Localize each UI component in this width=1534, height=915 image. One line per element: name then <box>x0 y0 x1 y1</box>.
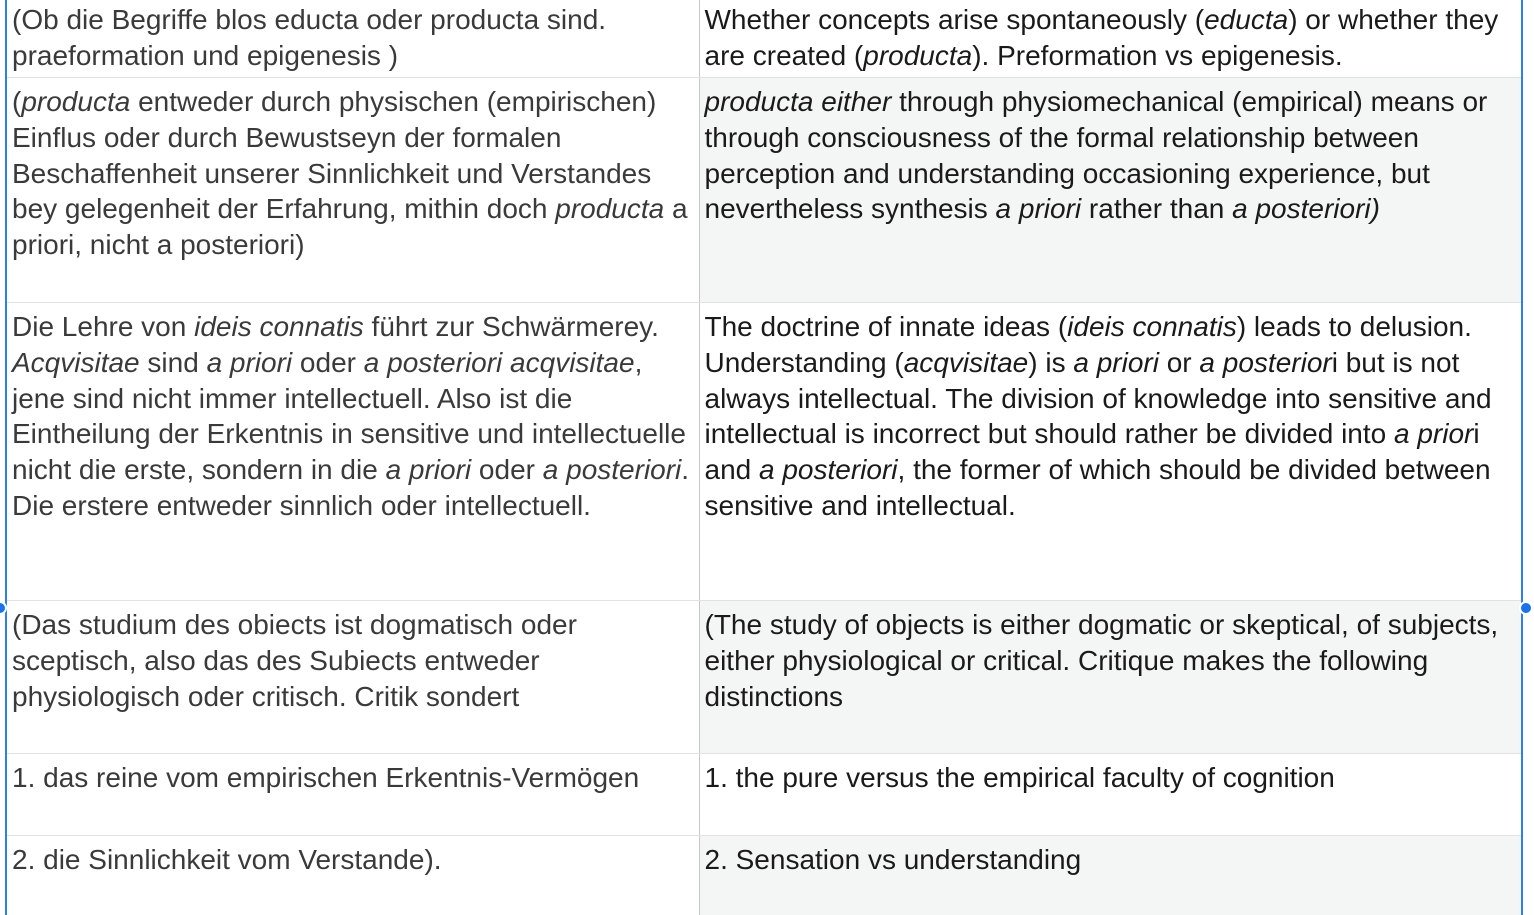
text-run: i but is not always intellectual. The division of knowledge into sensitive and intellectual is incorrect but should rather be divided into <box>704 346 1492 450</box>
english-cell[interactable] <box>699 836 1522 915</box>
text-run: or <box>1158 346 1200 378</box>
german-text <box>12 836 699 878</box>
text-run: through physiomechanical (empirical) means or through consciousness of the formal relationship between perception and understanding occasioning experience, but nevertheless synthesis <box>704 86 1488 225</box>
text-run: ) is <box>1028 346 1074 378</box>
english-cell[interactable] <box>699 754 1522 836</box>
english-text <box>705 303 1523 524</box>
english-text <box>705 601 1523 714</box>
text-run: 1. the pure versus the empirical faculty of cognition <box>704 762 1335 793</box>
english-text <box>705 754 1523 796</box>
table-row[interactable] <box>6 0 1522 78</box>
german-cell[interactable] <box>6 303 699 601</box>
text-run: ) leads to delusion. Understanding ( <box>704 311 1472 378</box>
text-run: führt zur Schwärmerey. <box>363 311 659 342</box>
selection-border-left <box>5 0 7 915</box>
italic-text-run: a posteriori <box>759 454 898 486</box>
german-cell[interactable] <box>6 836 699 915</box>
text-run: ( <box>12 86 22 117</box>
text-run: (Das studium des obiects ist dogmatisch oder sceptisch, also das des Subiects entweder physiologisch oder critisch. Critik sondert <box>12 609 577 712</box>
italic-text-run: producta <box>21 86 131 117</box>
selection-resize-handle-right[interactable] <box>1519 601 1533 615</box>
italic-text-run: a priori <box>995 193 1082 225</box>
german-cell[interactable] <box>6 601 699 754</box>
text-run: (The study of objects is either dogmatic or skeptical, of subjects, either physiological or critical. Critique makes the following distinctions <box>704 609 1499 712</box>
german-text <box>12 601 699 714</box>
italic-text-run: a priori <box>385 454 472 486</box>
italic-text-run: educta <box>1204 4 1289 35</box>
text-run: ). Preformation vs epigenesis. <box>972 39 1343 71</box>
italic-text-run: a posteriori acqvisitae <box>363 346 635 378</box>
italic-text-run: acqvisitae <box>903 346 1029 378</box>
english-text <box>705 0 1523 74</box>
text-run: i and <box>704 418 1480 486</box>
table-row[interactable] <box>6 303 1522 601</box>
italic-text-run: ideis connatis <box>1067 311 1237 342</box>
table-row[interactable] <box>6 836 1522 915</box>
text-run: rather than <box>1081 193 1233 225</box>
text-run: oder <box>471 454 543 486</box>
italic-text-run: Acqvisitae <box>12 346 140 378</box>
german-cell[interactable] <box>6 78 699 303</box>
selection-border-right <box>1521 0 1523 915</box>
english-cell[interactable] <box>699 78 1522 303</box>
english-cell[interactable] <box>699 601 1522 754</box>
italic-text-run: producta <box>555 193 665 225</box>
table-row[interactable] <box>6 601 1522 754</box>
text-run: 2. Sensation vs understanding <box>704 844 1082 875</box>
text-run: . Die erstere entweder sinnlich oder intellectuell. <box>12 454 690 521</box>
italic-text-run: producta <box>863 39 973 71</box>
text-run: 2. die Sinnlichkeit vom Verstande). <box>12 844 442 875</box>
text-run: entweder durch physischen (empirischen) Einflus oder durch Bewustseyn der formalen Beschaffenheit unserer Sinnlichkeit und Verstandes bey gelegenheit der Erfahrung, mithin doch <box>12 86 657 225</box>
text-run: a priori, nicht a posteriori) <box>12 193 688 261</box>
text-run: , the former of which should be divided between sensitive and intellectual. <box>704 454 1491 521</box>
german-text <box>12 303 699 524</box>
text-run: Die Lehre von <box>12 311 195 342</box>
text-run: , jene sind nicht immer intellectuell. Also ist die Eintheilung der Erkentnis in sensitive und intellectuelle nicht die erste, sondern in die <box>12 346 686 486</box>
english-cell[interactable] <box>699 0 1522 78</box>
italic-text-run: a posteriori <box>542 454 682 486</box>
text-run: ) or whether they are created ( <box>704 4 1499 71</box>
english-text <box>705 78 1523 227</box>
german-text <box>12 754 699 796</box>
german-text <box>12 78 699 263</box>
italic-text-run: a prior <box>1394 418 1474 450</box>
text-run: sind <box>139 346 207 378</box>
table-row[interactable] <box>6 754 1522 836</box>
english-text <box>705 836 1523 878</box>
italic-text-run: a posterior <box>1199 346 1332 378</box>
text-run: Whether concepts arise spontaneously ( <box>704 4 1205 35</box>
italic-text-run: a priori <box>206 346 293 378</box>
german-cell[interactable] <box>6 754 699 836</box>
italic-text-run: producta either <box>704 86 892 117</box>
german-text: (Ob die Begriffe blos educta oder producta sind. praeformation und epigenesis ) <box>12 4 607 71</box>
italic-text-run: ideis connatis <box>194 311 364 342</box>
italic-text-run: a posteriori) <box>1232 193 1380 225</box>
german-cell[interactable] <box>6 0 699 78</box>
text-run: 1. das reine vom empirischen Erkentnis-Vermögen <box>12 762 640 793</box>
translation-table[interactable] <box>6 0 1522 915</box>
italic-text-run: a priori <box>1073 346 1159 378</box>
text-run: The doctrine of innate ideas ( <box>704 311 1068 342</box>
english-cell[interactable] <box>699 303 1522 601</box>
text-run: oder <box>292 346 364 378</box>
table-row[interactable] <box>6 78 1522 303</box>
